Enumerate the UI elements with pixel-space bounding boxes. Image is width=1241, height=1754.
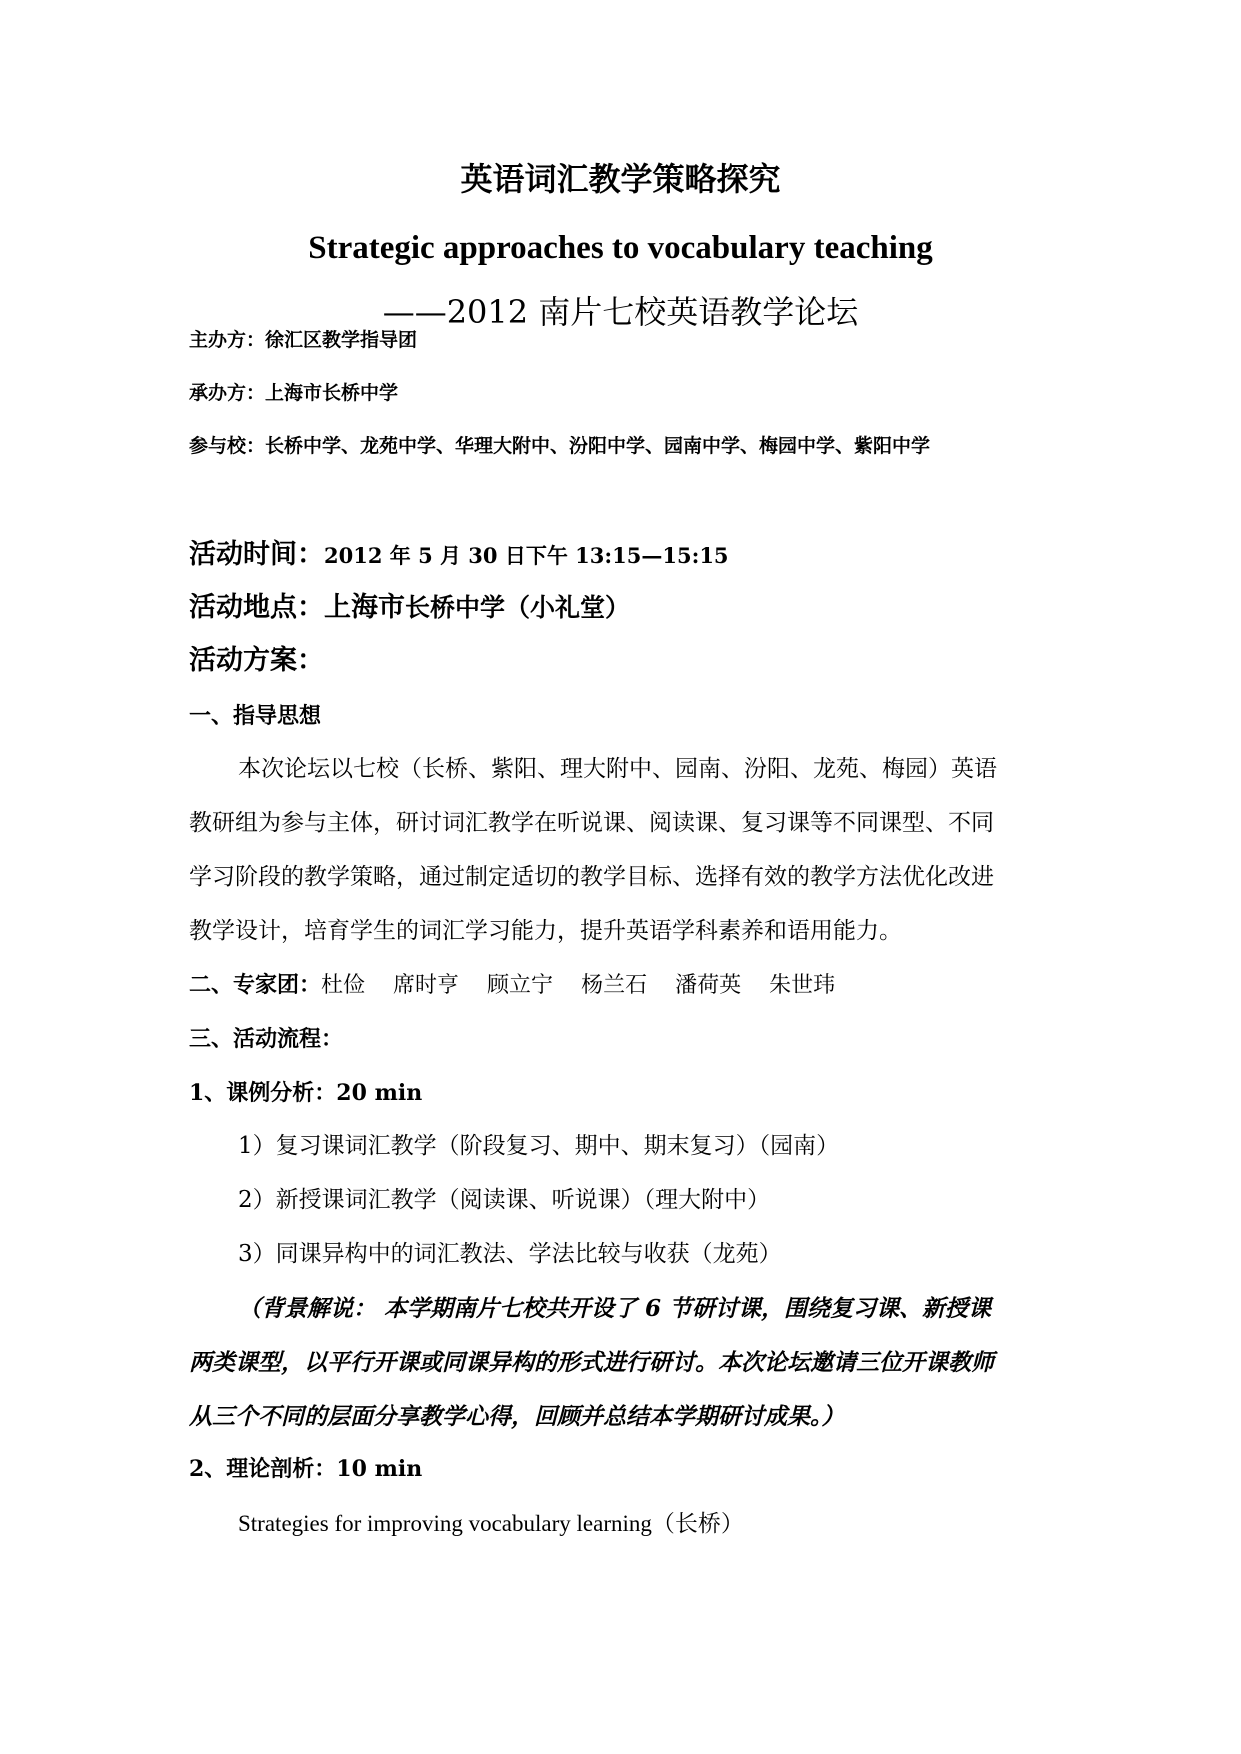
organizer-line: 主办方：徐汇区教学指导团 (189, 329, 418, 351)
step1-item-2: 2）新授课词汇教学（阅读课、听说课）（理大附中） (238, 1187, 771, 1213)
event-place-label: 活动地点：上海市 (189, 592, 405, 623)
expert-name: 潘荷英 (675, 973, 742, 998)
guiding-line-4: 教学设计，培育学生的词汇学习能力，提升英语学科素养和语用能力。 (189, 918, 902, 944)
expert-name: 朱世玮 (769, 973, 836, 998)
experts-label: 二、专家团： (189, 972, 322, 998)
guiding-line-3: 学习阶段的教学策略，通过制定适切的教学目标、选择有效的教学方法优化改进 (189, 864, 994, 890)
step1-item-3: 3）同课异构中的词汇教法、学法比较与收获（龙苑） (238, 1241, 782, 1267)
participants-line: 参与校：长桥中学、龙苑中学、华理大附中、汾阳中学、园南中学、梅园中学、紫阳中学 (189, 435, 931, 457)
guiding-heading: 一、指导思想 (189, 703, 322, 729)
event-place-line (189, 594, 630, 621)
experts-line (189, 974, 835, 997)
expert-name: 席时亨 (393, 973, 460, 998)
document-title: 英语词汇教学策略探究 (460, 160, 781, 198)
expert-name: 顾立宁 (487, 973, 554, 998)
step2-heading: 2、理论剖析：10 min (189, 1456, 423, 1482)
expert-name: 杨兰石 (581, 973, 648, 998)
step1-heading: 1、课例分析：20 min (189, 1080, 423, 1106)
background-note-line-1: （背景解说： 本学期南片七校共开设了 6 节研讨课，围绕复习课、新授课 (238, 1295, 992, 1322)
process-heading: 三、活动流程： (189, 1026, 344, 1052)
event-place-value: 长桥中学（小礼堂） (405, 593, 631, 622)
step2-item: Strategies for improving vocabulary learning（长桥） (238, 1511, 744, 1536)
background-note-line-2: 两类课型，以平行开课或同课异构的形式进行研讨。本次论坛邀请三位开课教师 (189, 1349, 994, 1376)
event-time-line (189, 541, 729, 568)
step1-item-1: 1）复习课词汇教学（阶段复习、期中、期末复习）（园南） (238, 1133, 840, 1159)
guiding-line-1: 本次论坛以七校（长桥、紫阳、理大附中、园南、汾阳、龙苑、梅园）英语 (238, 756, 997, 782)
background-note-line-3: 从三个不同的层面分享教学心得，回顾并总结本学期研讨成果。） (189, 1403, 845, 1430)
document-subtitle: ——2012 南片七校英语教学论坛 (382, 293, 859, 331)
expert-name: 杜俭 (321, 973, 366, 998)
guiding-line-2: 教研组为参与主体，研讨词汇教学在听说课、阅读课、复习课等不同课型、不同 (189, 810, 994, 836)
event-time-value: 2012 年 5 月 30 日下午 13:15—15:15 (324, 543, 729, 568)
document-title-english: Strategic approaches to vocabulary teaching (308, 230, 933, 266)
event-plan-label: 活动方案： (189, 645, 324, 676)
event-time-label: 活动时间： (189, 539, 324, 570)
host-line: 承办方：上海市长桥中学 (189, 382, 399, 404)
